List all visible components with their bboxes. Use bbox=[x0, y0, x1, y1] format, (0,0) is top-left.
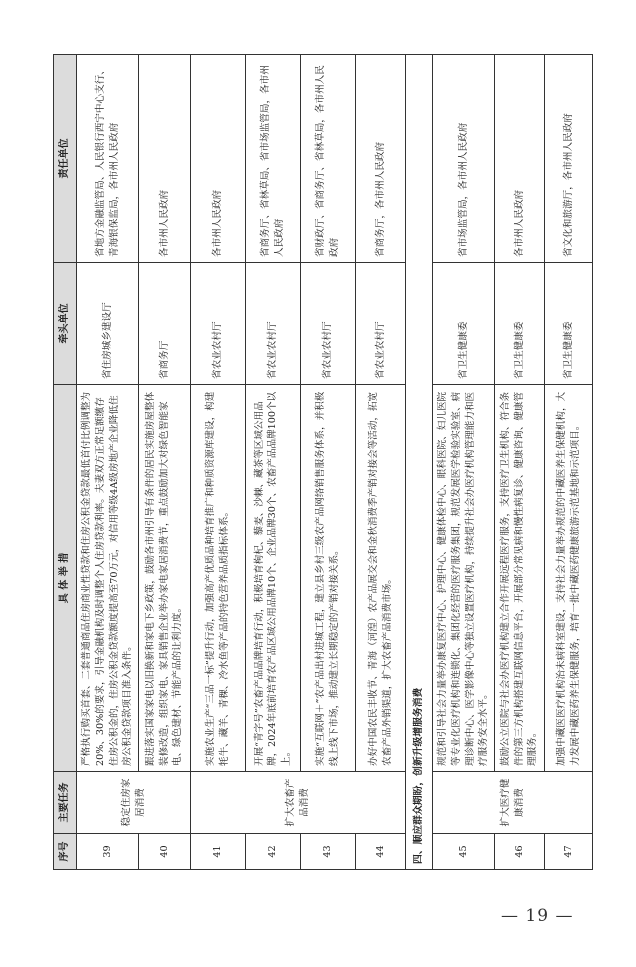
measure-cell: 实施农业生产“三品一标”提升行动，加强高产优质品种培育推广和种质资源库建设，构建牦牛、藏羊、青稞、冷水鱼等产品的特色营养品质指标体系。 bbox=[191, 385, 246, 772]
row-no: 41 bbox=[191, 834, 246, 870]
row-no: 45 bbox=[433, 834, 495, 870]
resp-unit-cell: 省商务厅，各市州人民政府 bbox=[356, 55, 406, 263]
measure-cell: 鼓励公立医院与社会办医疗机构建立合作开展远程医疗服务，支持医疗卫生机构、符合条件的第三方机构搭建互联网信息平台，开展部分常见病和慢性病复诊、健康咨询、健康管理服务。 bbox=[495, 385, 545, 772]
lead-unit-cell: 省卫生健康委 bbox=[545, 263, 593, 385]
measure-cell: 严格执行购买首套、二套普通商品住房商业性贷款和住房公积金贷款最低首付比例调整为20%、30%的要求，引导金融机构及时调整个人住房贷款利率。夫妻双方正常足额缴存住房公积金的，住房公积金贷款额度提高至70万元，对信用等级4A级房地产企业降低住房公积金贷款项目准入条件。 bbox=[77, 385, 139, 772]
resp-unit-cell: 各市州人民政府 bbox=[495, 55, 545, 263]
measure-cell: 加强中藏医医疗机构治未病科室建设，支持社会力量举办规范的中藏医养生保健机构，大力发展中藏医药养生保健服务，培育一批中藏医药健康旅游示范基地和示范项目。 bbox=[545, 385, 593, 772]
table-row bbox=[356, 55, 406, 870]
table-row bbox=[545, 55, 593, 870]
header-task: 主要任务 bbox=[54, 772, 77, 834]
header-no: 序号 bbox=[54, 834, 77, 870]
table-row bbox=[191, 55, 246, 870]
task-cell: 扩大农畜产品消费 bbox=[191, 772, 406, 834]
measure-cell: 跟进落实国家家电以旧换新和家电下乡政策，鼓励各市州引导有条件的居民实施房屋整体装修改造，组织家电、家具销售企业举办家电家居消费节，重点鼓励加大对绿色智能家电、绿色建材、节能产品的让利力度。 bbox=[139, 385, 191, 772]
task-table bbox=[53, 54, 593, 870]
rotated-table-container bbox=[53, 55, 600, 870]
resp-unit-cell: 省商务厅、省林草局、省市场监管局，各市州人民政府 bbox=[246, 55, 301, 263]
table-row bbox=[301, 55, 356, 870]
resp-unit-cell: 省市场监管局，各市州人民政府 bbox=[433, 55, 495, 263]
row-no: 40 bbox=[139, 834, 191, 870]
table-row bbox=[495, 55, 545, 870]
lead-unit-cell: 省住房城乡建设厅 bbox=[77, 263, 139, 385]
table-row bbox=[433, 55, 495, 870]
header-measure: 具 体 举 措 bbox=[54, 385, 77, 772]
page-number: — 19 — bbox=[501, 906, 574, 926]
lead-unit-cell: 省商务厅 bbox=[139, 263, 191, 385]
table-row bbox=[246, 55, 301, 870]
table-row bbox=[77, 55, 139, 870]
section-title: 四、顺应群众期盼，创新升级增服务消费 bbox=[406, 55, 433, 870]
measure-cell: 实施“互联网＋”农产品出村进城工程，建立县乡村三级农产品网络销售服务体系，并积极线上线下市场，推动建立长期稳定的产销对接关系。 bbox=[301, 385, 356, 772]
header-lead: 牵头单位 bbox=[54, 263, 77, 385]
lead-unit-cell: 省卫生健康委 bbox=[433, 263, 495, 385]
resp-unit-cell: 各市州人民政府 bbox=[191, 55, 246, 263]
measure-cell: 规范和引导社会力量举办康复医疗中心、护理中心、健康体检中心、眼科医院、妇儿医院等专业化医疗机构和连锁化、集团化经营的医疗服务集团，规范发展医学检验实验室、病理诊断中心、医学影像中心等独立设置医疗机构，持续提升社会办医疗机构管理能力和医疗服务安全水平。 bbox=[433, 385, 495, 772]
row-no: 47 bbox=[545, 834, 593, 870]
row-no: 39 bbox=[77, 834, 139, 870]
measure-cell: 办好中国农民丰收节、青海（河湟）农产品展交会和金秋消费季产销对接会等活动，拓宽农畜产品外销渠道，扩大农畜产品消费市场。 bbox=[356, 385, 406, 772]
task-cell: 扩大医疗健康消费 bbox=[433, 772, 593, 834]
resp-unit-cell: 省财政厅、省商务厅、省林草局，各市州人民政府 bbox=[301, 55, 356, 263]
row-no: 46 bbox=[495, 834, 545, 870]
table-row bbox=[139, 55, 191, 870]
resp-unit-cell: 各市州人民政府 bbox=[139, 55, 191, 263]
header-resp: 责任单位 bbox=[54, 55, 77, 263]
task-cell: 稳定住房家居消费 bbox=[77, 772, 191, 834]
table-header-row bbox=[54, 55, 77, 870]
row-no: 42 bbox=[246, 834, 301, 870]
lead-unit-cell: 省农业农村厅 bbox=[246, 263, 301, 385]
resp-unit-cell: 省文化和旅游厅，各市州人民政府 bbox=[545, 55, 593, 263]
lead-unit-cell: 省卫生健康委 bbox=[495, 263, 545, 385]
lead-unit-cell: 省农业农村厅 bbox=[301, 263, 356, 385]
lead-unit-cell: 省农业农村厅 bbox=[356, 263, 406, 385]
lead-unit-cell: 省农业农村厅 bbox=[191, 263, 246, 385]
row-no: 43 bbox=[301, 834, 356, 870]
resp-unit-cell: 省地方金融监管局、人民银行西宁中心支行、青海银保监局，各市州人民政府 bbox=[77, 55, 139, 263]
row-no: 44 bbox=[356, 834, 406, 870]
section-row bbox=[406, 55, 433, 870]
measure-cell: 开展“青字号”农畜产品品牌培育行动，积极培育枸杞、藜麦、沙棘、藏茶等区域公用品牌，2024年底前培育农产品区域公用品牌10个、企业品牌30个、农畜产品品牌100个以上。 bbox=[246, 385, 301, 772]
